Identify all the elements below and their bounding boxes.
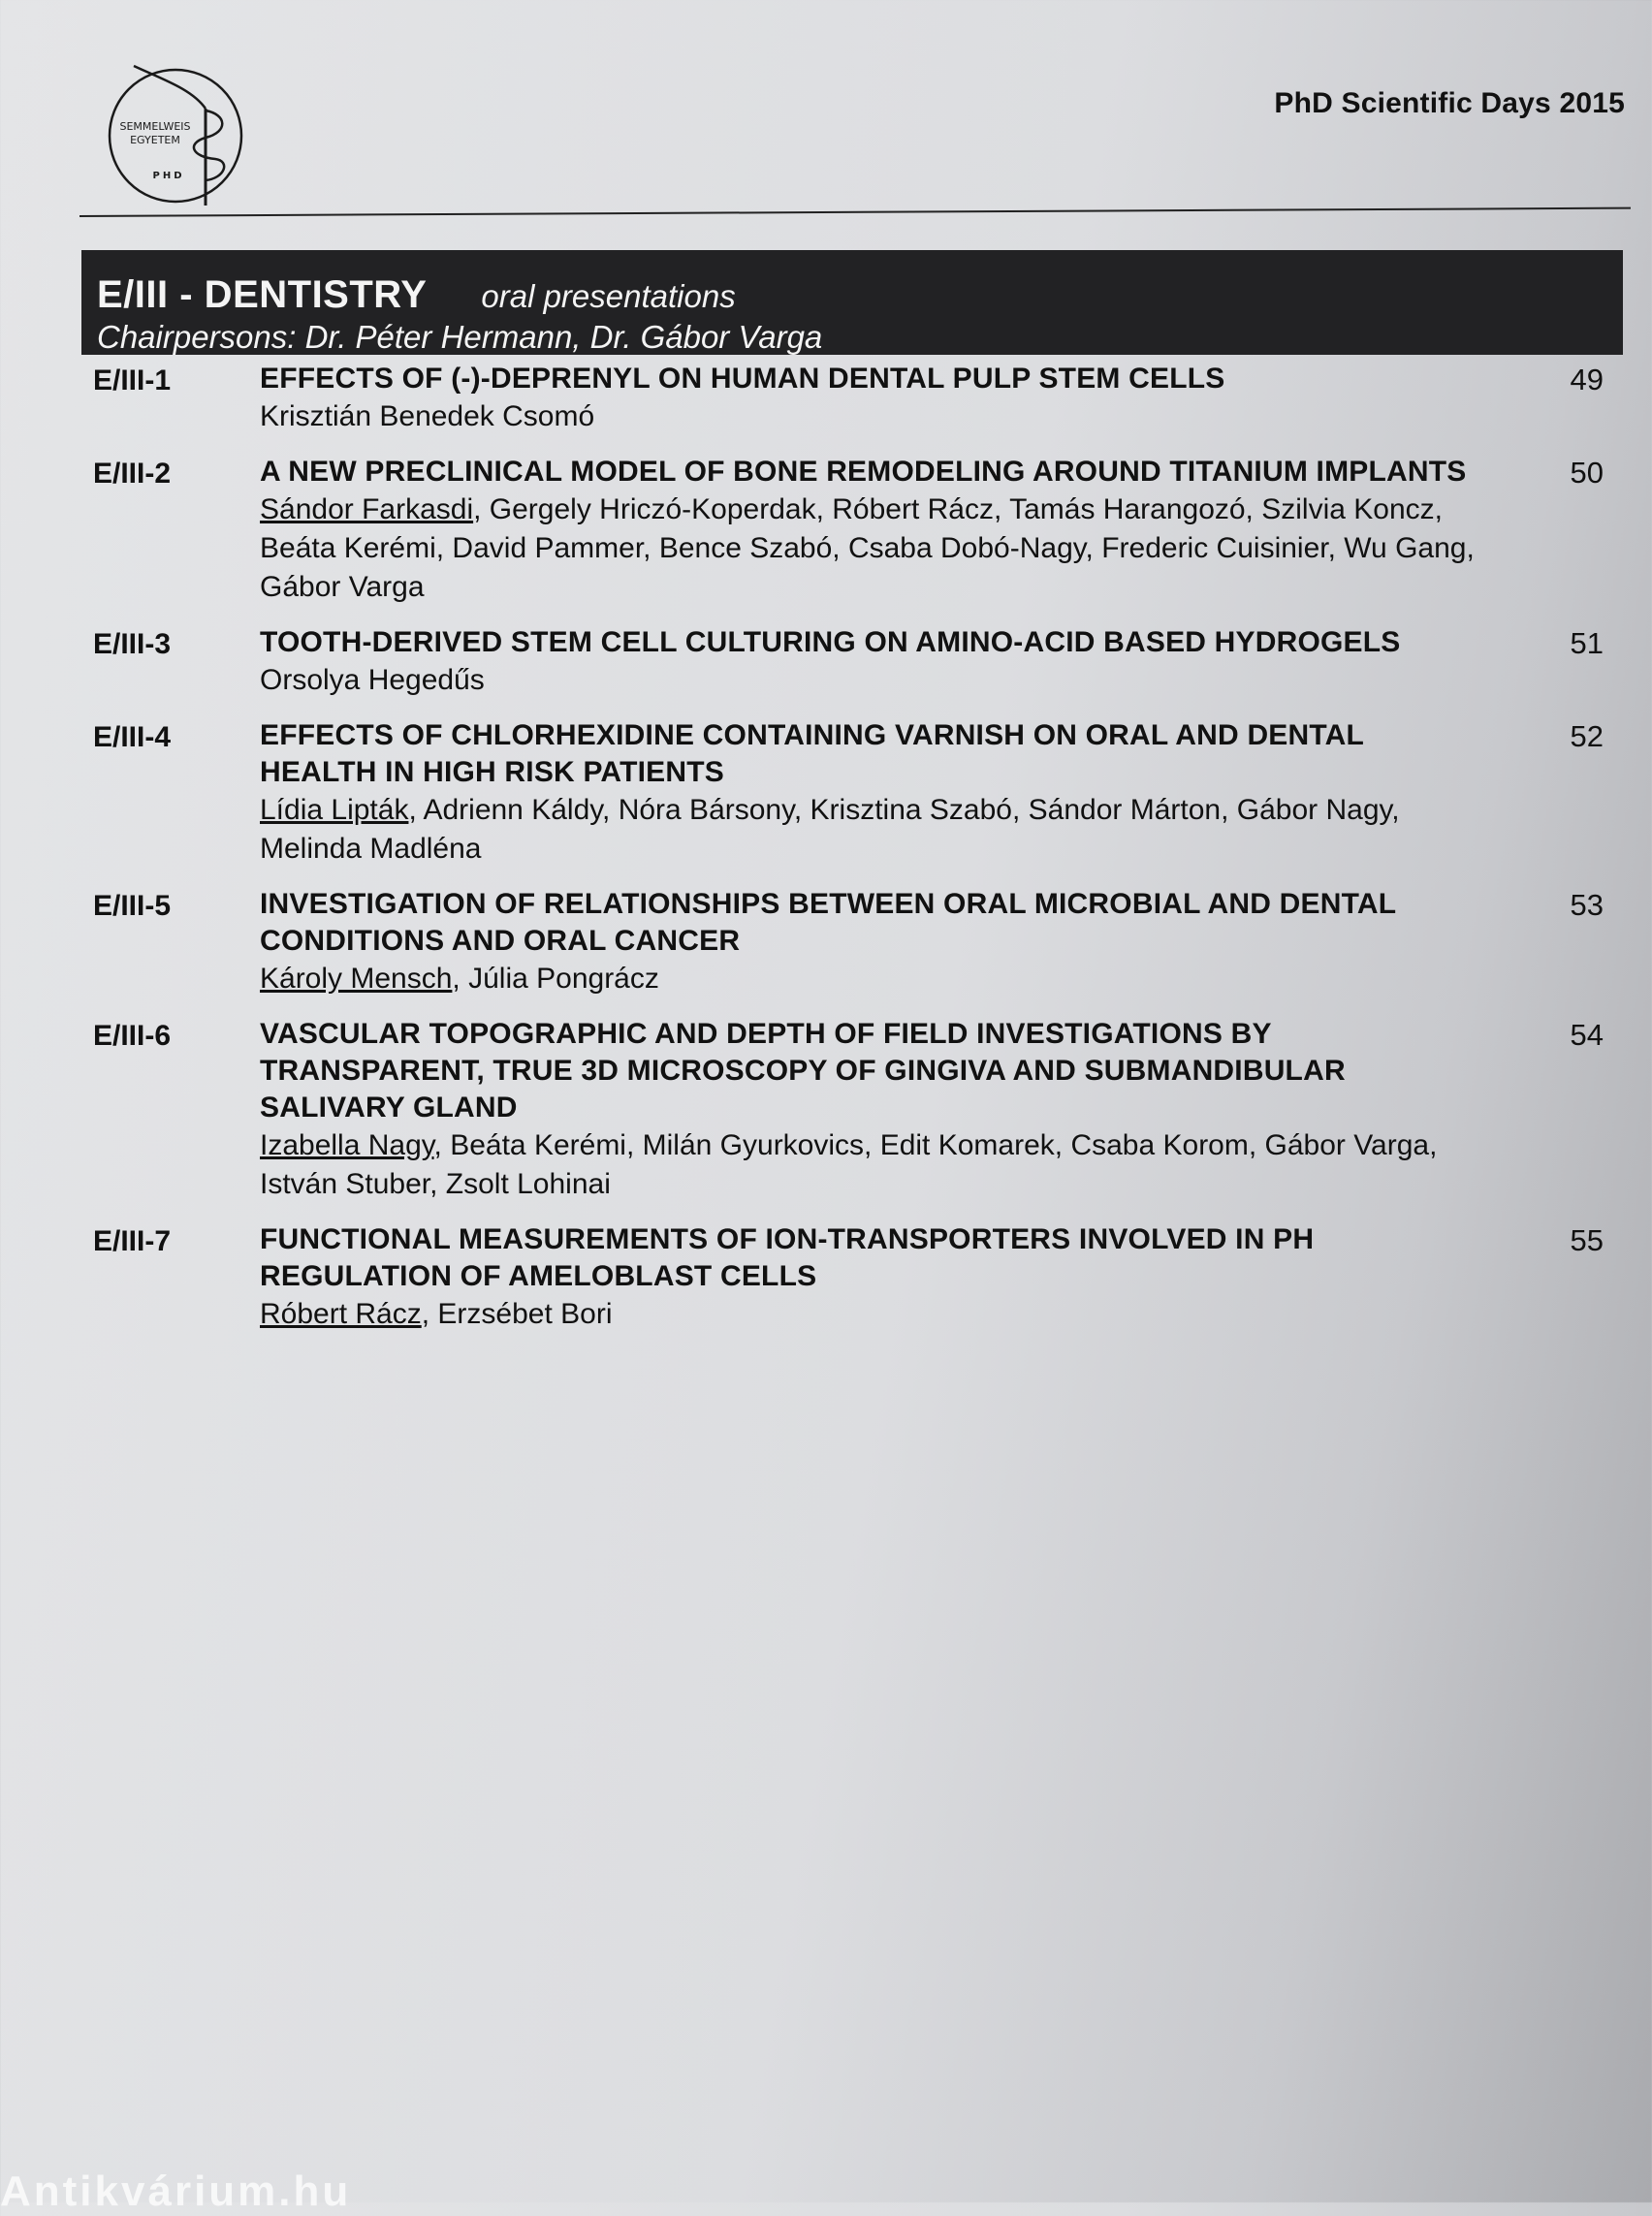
list-item — [81, 1016, 1623, 1204]
entry-title: VASCULAR TOPOGRAPHIC AND DEPTH OF FIELD INVESTIGATIONS BY TRANSPARENT, TRUE 3D MICROSCOPY OF GINGIVA AND SUBMANDIBULAR SALIVARY GLAND — [260, 1018, 1346, 1124]
semmelweis-logo — [105, 60, 246, 206]
entry-page-number: 53 — [1570, 888, 1604, 922]
entry-page-number: 54 — [1570, 1018, 1604, 1052]
logo-text-top: SEMMELWEIS — [119, 120, 191, 133]
header-divider — [79, 207, 1631, 217]
watermark: Antikvárium.hu — [0, 2168, 352, 2215]
entry-id: E/III-4 — [93, 721, 172, 753]
list-item — [81, 717, 1623, 869]
entry-title: INVESTIGATION OF RELATIONSHIPS BETWEEN ORAL MICROBIAL AND DENTAL CONDITIONS AND ORAL CANCER — [260, 888, 1396, 957]
entry-authors — [260, 661, 1481, 700]
entry-presenter: Károly Mensch — [260, 963, 453, 995]
entry-coauthors: , Gergely Hriczó-Koperdak, Róbert Rácz, Tamás Harangozó, Szilvia Koncz, Beáta Kerémi, David Pammer, Bence Szabó, Csaba Dobó-Nagy, Frederic Cuisinier, Wu Gang, Gábor Varga — [260, 493, 1475, 603]
entry-page-number: 52 — [1570, 719, 1604, 753]
entry-coauthors: , Beáta Kerémi, Milán Gyurkovics, Edit Komarek, Csaba Korom, Gábor Varga, István Stuber, Zsolt Lohinai — [260, 1129, 1438, 1200]
section-banner — [81, 250, 1623, 355]
section-chairpersons: Chairpersons: Dr. Péter Hermann, Dr. Gábor Varga — [97, 319, 823, 355]
logo-text-mid: EGYETEM — [130, 134, 180, 146]
entry-id: E/III-5 — [93, 890, 172, 922]
list-item — [81, 886, 1623, 998]
page-header-title: PhD Scientific Days 2015 — [1274, 87, 1625, 119]
entry-coauthors: Orsolya Hegedűs — [260, 664, 485, 696]
entry-coauthors: , Erzsébet Bori — [421, 1298, 613, 1330]
entry-id: E/III-7 — [93, 1225, 172, 1257]
entry-authors — [260, 1126, 1481, 1204]
entry-authors — [260, 960, 1481, 998]
section-code: E/III - DENTISTRY — [97, 273, 428, 316]
entry-page-number: 55 — [1570, 1223, 1604, 1257]
list-item — [81, 1221, 1623, 1334]
entry-title: EFFECTS OF (-)-DEPRENYL ON HUMAN DENTAL PULP STEM CELLS — [260, 363, 1225, 395]
entry-id: E/III-1 — [93, 364, 172, 396]
list-item — [81, 361, 1623, 436]
entry-coauthors: , Júlia Pongrácz — [452, 963, 659, 995]
entry-page-number: 51 — [1570, 626, 1604, 660]
entry-title: A NEW PRECLINICAL MODEL OF BONE REMODELING AROUND TITANIUM IMPLANTS — [260, 456, 1467, 488]
entry-id: E/III-6 — [93, 1020, 172, 1052]
entry-page-number: 49 — [1570, 363, 1604, 396]
section-subtitle: oral presentations — [481, 278, 736, 314]
entry-coauthors: Krisztián Benedek Csomó — [260, 400, 595, 432]
entry-title: TOOTH-DERIVED STEM CELL CULTURING ON AMINO-ACID BASED HYDROGELS — [260, 626, 1401, 658]
presentation-list — [81, 361, 1623, 1351]
entry-page-number: 50 — [1570, 456, 1604, 490]
entry-presenter: Lídia Lipták — [260, 794, 409, 826]
entry-presenter: Izabella Nagy — [260, 1129, 434, 1161]
entry-presenter: Sándor Farkasdi — [260, 493, 474, 525]
entry-authors — [260, 491, 1481, 607]
entry-authors — [260, 791, 1481, 869]
list-item — [81, 624, 1623, 700]
entry-title: FUNCTIONAL MEASUREMENTS OF ION-TRANSPORTERS INVOLVED IN PH REGULATION OF AMELOBLAST CELLS — [260, 1223, 1315, 1292]
entry-id: E/III-2 — [93, 458, 172, 490]
entry-id: E/III-3 — [93, 628, 172, 660]
entry-presenter: Róbert Rácz — [260, 1298, 422, 1330]
entry-coauthors: , Adrienn Káldy, Nóra Bársony, Krisztina Szabó, Sándor Márton, Gábor Nagy, Melinda Madléna — [260, 794, 1400, 865]
logo-text-bottom: PHD — [152, 171, 185, 181]
entry-authors — [260, 1295, 1481, 1334]
list-item — [81, 454, 1623, 607]
entry-authors — [260, 397, 1481, 436]
entry-title: EFFECTS OF CHLORHEXIDINE CONTAINING VARNISH ON ORAL AND DENTAL HEALTH IN HIGH RISK PATIENTS — [260, 719, 1364, 788]
